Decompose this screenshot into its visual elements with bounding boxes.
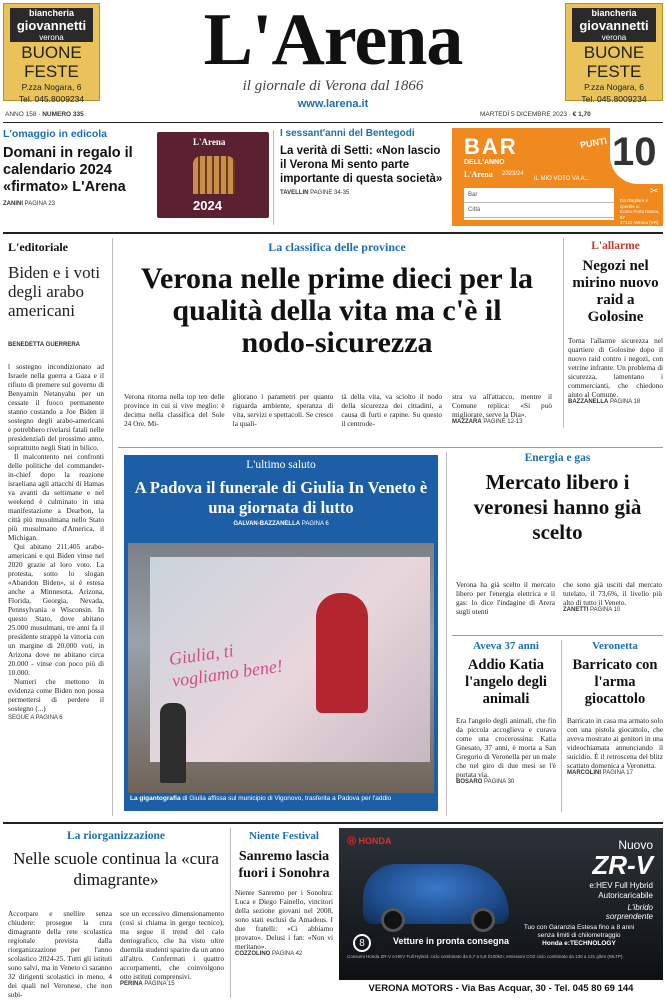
- sanremo-text: Niente Sanremo per i Sonohra: Luca e Diego Fainello, vincitori della sezione giovani nel 2008, sono stati esclusi da Amadeus. I due fratelli: «Ci abbiamo provato». Delusi i fan: «Non vi meritano».: [235, 888, 333, 951]
- divider: [561, 640, 562, 812]
- ad-right-line4: BUONE: [583, 43, 645, 62]
- bottom-divider: [3, 822, 663, 824]
- masthead-tagline: il giornale di Verona dal 1866: [242, 78, 424, 94]
- lead-page: PAGINE 12-13: [483, 419, 523, 425]
- wheel-icon: [471, 908, 495, 932]
- lead-byline: MAZZARA: [452, 419, 482, 425]
- honda-h-icon: Ⓗ: [347, 836, 357, 846]
- issue-date-text: MARTEDÌ 5 DICEMBRE 2023: [480, 111, 567, 118]
- omaggio-box[interactable]: [3, 128, 153, 228]
- bar-year: 2023/24: [502, 171, 524, 177]
- lead-col-3: tà della vita, va sciolto il nodo della sicurezza dei cittadini, a causa di furti e rapine. Su questo il centrode-: [341, 392, 443, 428]
- allarme-byline: BAZZANELLA: [568, 399, 609, 405]
- divider: [446, 452, 447, 816]
- masthead: [110, 0, 556, 118]
- omaggio-page: PAGINA 23: [24, 201, 55, 207]
- energia-col-1: Verona ha già scelto il mercato libero per l'energia elettrica e il gas: lo dice l'indagine di Arera sugli utenti: [456, 580, 555, 616]
- bar-form[interactable]: [464, 188, 614, 220]
- scuole-byline: PERINA: [120, 981, 143, 987]
- lead-col-2: gliorano i parametri per quanto riguarda ambiente, speranza di vita, servizi e spettacoli. Se cresce la quali-: [232, 392, 334, 428]
- issue-info: ANNO 158 · NUMERO 335: [5, 111, 84, 118]
- allarme-headline: Negozi nel mirino nuovo raid a Golosine: [572, 258, 659, 325]
- katia-page: PAGINA 30: [484, 779, 515, 785]
- divider: [118, 447, 663, 448]
- bar-punti: PUNTI: [579, 135, 608, 151]
- editoriale-author: BENEDETTA GUERRERA: [8, 342, 81, 348]
- veronetta-page: PAGINA 17: [602, 770, 633, 776]
- warranty-badge-icon: 8: [353, 934, 371, 952]
- bentegodi-byline: TAVELLIN: [280, 190, 309, 196]
- omaggio-headline: Domani in regalo il calendario 2024 «firmato» L'Arena: [3, 145, 133, 195]
- honda-gar-2: senza limiti di chilometraggio: [537, 932, 621, 939]
- katia-article[interactable]: [456, 640, 556, 812]
- allarme-text: Torna l'allarme sicurezza nel quartiere di Golosine dopo il nuovo raid contro i negozi, con vetrine infrante. Un problema di sicurezza, lamentano i commercianti, che chiedono aiuto al Comune.: [568, 336, 663, 399]
- bar-title: BAR: [464, 134, 518, 159]
- scuole-headline: Nelle scuole continua la «cura dimagrante»: [13, 849, 219, 889]
- honda-brand: HONDA: [358, 836, 392, 846]
- honda-gar-1: Tuo con Garanzia Estesa fino a 8 anni: [523, 924, 635, 931]
- masthead-title: L'Arena: [203, 0, 463, 81]
- honda-ehev: e:HEV Full Hybrid: [589, 881, 653, 890]
- bar-address: [620, 198, 663, 226]
- bar-address-3: 37122 Verona (VR): [620, 220, 659, 225]
- divider: [112, 238, 113, 816]
- scissors-icon: ✂: [650, 186, 659, 197]
- calendar-image: [157, 132, 269, 218]
- editoriale-continue[interactable]: SEGUE A PAGINA 6: [8, 715, 63, 721]
- lead-col-4: stra va all'attacco, mentre il Comune replica: «Si può migliorare, serve la Dia».: [452, 392, 552, 419]
- ad-right-line1: biancheria: [572, 8, 656, 18]
- sanremo-page: PAGINA 42: [272, 951, 303, 957]
- issue-date: MARTEDÌ 5 DICEMBRE 2023 · € 1,70: [480, 111, 591, 118]
- veronetta-text: Barricato in casa ma armato solo con una pistola giocattolo, che aveva mostrato ai genitori in una videochiamata annunciando il suicidio. È il retroscena del blitz scattato domenica a Veronetta.: [567, 716, 663, 770]
- divider: [273, 130, 274, 225]
- top-row-divider: [3, 232, 663, 234]
- photo-caption-bold: La gigantografia: [130, 795, 181, 802]
- ad-left-line7: Tel. 045.8009234: [18, 94, 85, 104]
- editoriale-text-4: Numeri che mettono in evidenza come Biden non possa permettersi di perdere il sostegno (...): [8, 677, 104, 713]
- ad-right-line6: P.zza Nogara, 6: [584, 82, 644, 92]
- lead-body: [124, 392, 442, 442]
- katia-text: Era l'angelo degli animali, che fin da piccola accoglieva e curava come una crocerossina: Katia Gnesato, 37 anni, è morta a San Gregorio di Veronella per un male che nel giro di due mesi se l'è portata via.: [456, 716, 556, 779]
- photo-subject: [316, 593, 368, 713]
- sanremo-headline: Sanremo lascia fuori i Sonohra: [238, 849, 330, 881]
- honda-garanzia: [499, 924, 659, 948]
- honda-logo: [347, 834, 392, 847]
- honda-dealer[interactable]: VERONA MOTORS - Via Bas Acquar, 30 - Tel. 045 80 69 144: [339, 980, 663, 998]
- editoriale-kicker: L'editoriale: [8, 240, 68, 254]
- scuole-kicker: La riorganizzazione: [66, 830, 166, 842]
- bentegodi-page: PAGINE 34-35: [310, 190, 350, 196]
- ad-right[interactable]: [565, 3, 663, 104]
- bar-brand: L'Arena: [464, 170, 493, 179]
- honda-sorp: sorprendente: [605, 912, 653, 921]
- energia-page: PAGINA 10: [590, 607, 621, 613]
- lead-headline: Verona nelle prime dieci per la qualità della vita ma c'è il nodo-sicurezza: [141, 262, 533, 359]
- honda-auto: Autoricaricabile: [598, 891, 653, 900]
- issue-numero: NUMERO 335: [42, 111, 84, 118]
- photo-byline: GALVAN-BAZZANELLA: [233, 521, 301, 527]
- sanremo-kicker: Niente Festival: [249, 830, 319, 842]
- energia-headline: Mercato libero i veronesi hanno già scelto: [473, 470, 642, 544]
- masthead-url[interactable]: www.larena.it: [297, 98, 369, 110]
- lead-col-4-wrap: [452, 392, 552, 425]
- veronetta-article[interactable]: [567, 640, 663, 812]
- editoriale-title: Biden e i voti degli arabo americani: [8, 263, 101, 320]
- calendar-brand: L'Arena: [193, 137, 226, 147]
- issue-anno: ANNO 158: [5, 111, 37, 118]
- ad-right-line2: giovannetti: [572, 18, 656, 33]
- energia-col-2: che sono già usciti dal mercato tutelato, il 73,6%, il livello più alto di tutto il Veneto.: [563, 580, 662, 607]
- bar-address-2: Corso Porta Nuova, 67: [620, 209, 660, 220]
- allarme-page: PAGINA 18: [610, 399, 641, 405]
- bentegodi-kicker: I sessant'anni del Bentegodi: [280, 128, 415, 139]
- honda-model: ZR-V: [592, 850, 653, 880]
- photo-caption: [130, 795, 391, 802]
- editoriale-text-2: Il malcontento nei confronti delle politiche del commander-in-chief dopo la reazione israeliana agli attacchi di Hamas va avanti da settimane e nel weekend è culminato in una manifestazione a Dearbon, la città più musulmana nello Stato più musulmano d'America, il Michigan.: [8, 452, 104, 542]
- bar-field-citta[interactable]: Città: [464, 203, 614, 218]
- veronetta-byline: MARCOLINI: [567, 770, 601, 776]
- lead-col-1: Verona ritorna nella top ten delle province in cui si vive meglio: è decima nella classifica del Sole 24 Ore. Mi-: [124, 392, 225, 428]
- honda-pronta: Vetture in pronta consegna: [393, 936, 510, 946]
- ad-left-line3: verona: [10, 33, 93, 42]
- energia-byline: ZANETTI: [563, 607, 589, 613]
- bentegodi-headline: La verità di Setti: «Non lascio il Verona Mi sento parte importante di questa società»: [280, 145, 443, 185]
- veronetta-kicker: Veronetta: [592, 640, 638, 652]
- honda-fine: Consumi Honda ZR-V e:HEV Full Hybrid: ciclo combinato da 5,7 a 5,8 l/100km; emissioni CO2 ciclo combinato da 130 a 131 g/km (WLTP).: [347, 954, 624, 959]
- ad-left-line5: FESTE: [24, 62, 79, 81]
- sanremo-article[interactable]: [235, 830, 333, 998]
- omaggio-kicker: L'omaggio in edicola: [3, 128, 108, 140]
- bar-dell-anno-coupon[interactable]: [452, 128, 663, 226]
- katia-headline: Addio Katia l'angelo degli animali: [465, 657, 547, 707]
- editoriale-text-3: Qui abitano 211.405 arabo-americani e qui Biden vinse nel 2020 grazie al loro voto. La protesta, sotto lo slogan «Abandon Biden», si è estesa anche a Minnesota, Arizona, Florida, Georgia, Nevada, Pennsylvania e Wisconsin. In questo Stato, dove abitano 25.000 musulmani, tre anni fa il presidente strappò la vittoria con un margine di 20.000 voti, in Arizona dove ne abitano circa 20.000 - vinse con poco più di 10.000.: [8, 542, 104, 677]
- honda-ad[interactable]: [339, 828, 663, 998]
- bar-vote-label: IL MIO VOTO VA A...: [534, 176, 590, 182]
- ad-left-line2: giovannetti: [10, 18, 93, 33]
- ad-right-line5: FESTE: [586, 62, 642, 81]
- honda-nuovo: Nuovo: [618, 838, 653, 852]
- sanremo-byline: COZZOLINO: [235, 951, 271, 957]
- photo-headline: A Padova il funerale di Giulia In Veneto è una giornata di lutto: [134, 478, 428, 517]
- bar-subtitle: DELL'ANNO: [464, 159, 505, 166]
- katia-kicker: Aveva 37 anni: [473, 640, 539, 652]
- ad-left-line1: biancheria: [10, 8, 93, 18]
- allarme-kicker: L'allarme: [591, 240, 640, 252]
- scuole-page: PAGINA 15: [144, 981, 175, 987]
- ad-right-line7: Tel. 045.8009234: [581, 94, 647, 104]
- divider: [452, 635, 663, 636]
- calendar-year: 2024: [193, 198, 222, 213]
- issue-price: € 1,70: [572, 111, 591, 118]
- giulia-photo: [128, 543, 434, 793]
- scuole-col-1: Accorpare e snellire senza chiudere: prosegue la cura dimagrante della rete scolastica regionale prevista dalla riorganizzazione per l'anno scolastico 2024-25. Tutti gli istituti sono salvi, ma in Veneto ci saranno 32 dirigenti scolastici in meno, 4 dei quali nel Veronese, che non subi-: [8, 909, 112, 999]
- photo-page: PAGINA 6: [301, 521, 329, 527]
- editoriale-text-1: l sostegno incondizionato ad Israele nella guerra a Gaza e il rifiuto di premere sul governo di Benyamin Netanyahu per un cessate il fuoco permanente stanno costando a Joe Biden il sostegno degli arabo-americani e potrebbero rivelarsi fatali nelle presidenziali del prossimo anno, soprattutto negli Stati in bilico.: [8, 362, 104, 452]
- masthead-divider: [3, 122, 663, 123]
- banner-text: Giulia, ti vogliamo bene!: [167, 640, 284, 691]
- photo-story[interactable]: [124, 455, 438, 811]
- ad-right-line3: verona: [572, 33, 656, 42]
- honda-tech: Honda e:TECHNOLOGY: [542, 940, 616, 947]
- omaggio-byline: ZANINI: [3, 201, 23, 207]
- honda-ibrido: L'ibrido: [627, 903, 653, 912]
- ad-left-line4: BUONE: [21, 43, 82, 62]
- photo-caption-text: di Giulia affissa sul municipio di Vigonovo, trasferita a Padova per l'addio: [182, 795, 392, 802]
- bentegodi-box[interactable]: [280, 128, 445, 228]
- wheel-icon: [381, 908, 405, 932]
- scuole-col-2: sce un eccessivo dimensionamento (così si chiama in gergo tecnico), ma segue il trend del calo demografico, che ha visto oltre duemila studenti sparire da un anno all'altro. Confermati i quattro accorpamenti, che coinvolgono otto istituti comprensivi.: [120, 909, 224, 981]
- scuole-body: [8, 909, 224, 999]
- ad-left[interactable]: [3, 3, 100, 104]
- divider: [563, 238, 564, 428]
- ad-left-line6: P.zza Nogara, 6: [21, 82, 82, 92]
- bar-punti-number: 10: [612, 130, 657, 174]
- energia-body: [456, 580, 662, 616]
- katia-byline: BOSARO: [456, 779, 483, 785]
- energia-kicker: Energia e gas: [524, 452, 591, 464]
- lead-kicker: La classifica delle province: [268, 240, 406, 254]
- bar-field-bar[interactable]: Bar: [464, 188, 614, 203]
- allarme-article[interactable]: [568, 240, 663, 430]
- firefighter-figure: [160, 703, 186, 783]
- bar-address-1: Da ritagliare e spedire a:: [620, 198, 649, 209]
- veronetta-headline: Barricato con l'arma giocattolo: [572, 657, 658, 707]
- photo-kicker: L'ultimo saluto: [246, 459, 316, 471]
- arena-building-icon: [193, 156, 235, 194]
- editoriale-column[interactable]: [8, 240, 104, 812]
- divider: [230, 828, 231, 998]
